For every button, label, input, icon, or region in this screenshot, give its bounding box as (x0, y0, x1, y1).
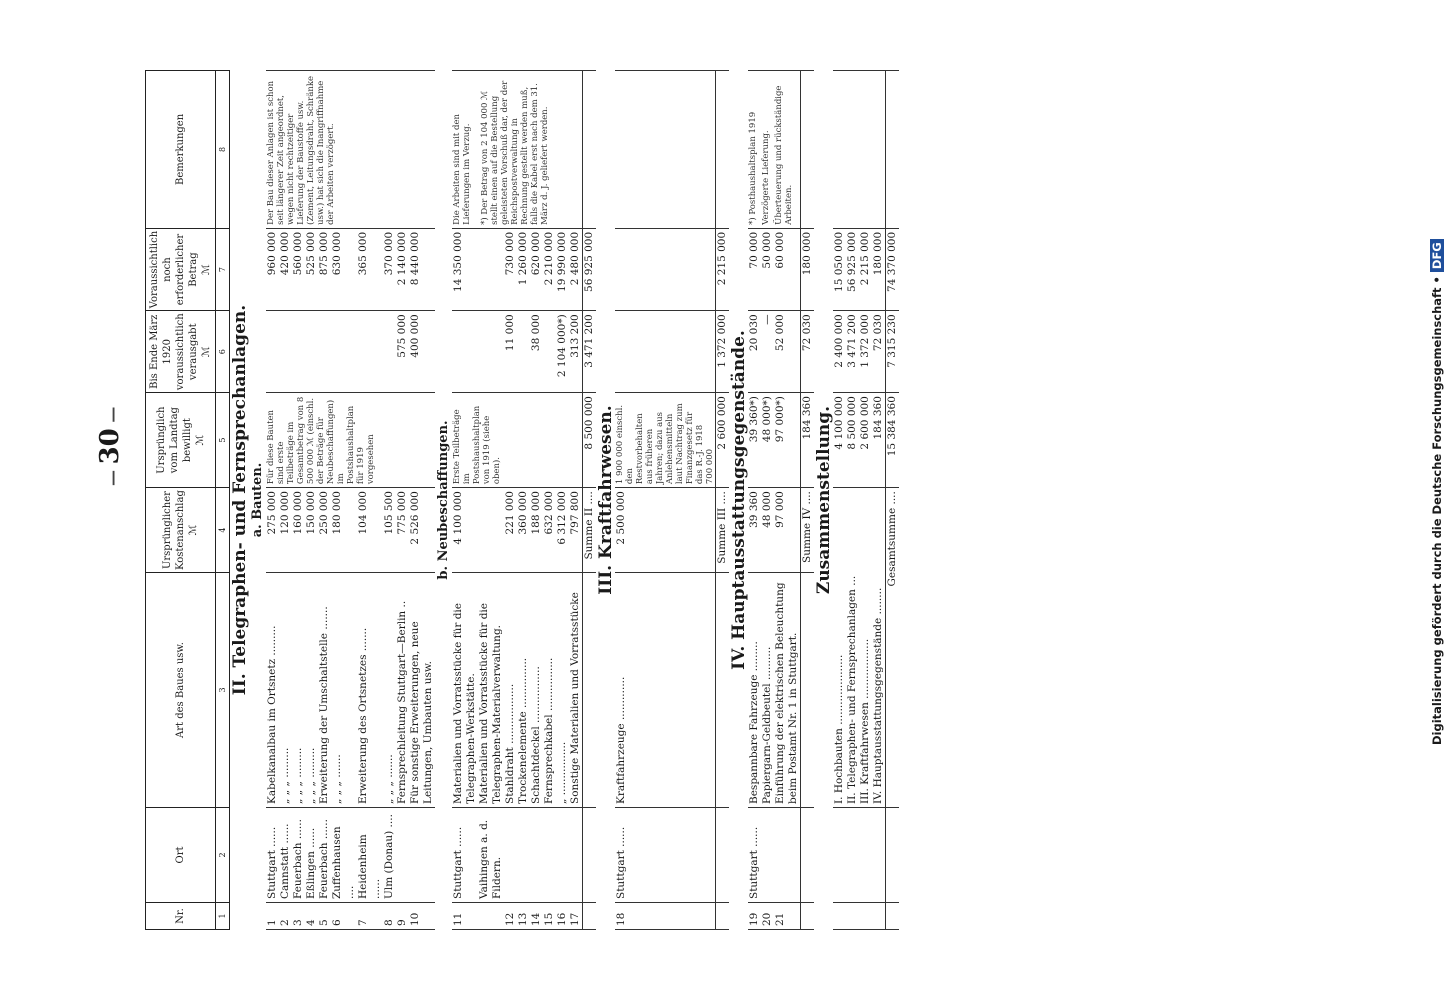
summary-c5: 8 500 000 (846, 393, 859, 488)
cell-c4: 360 000 (517, 488, 530, 573)
cell-c6 (331, 311, 357, 393)
table-row (615, 71, 716, 930)
section-title: IV. Hauptausstattungsgegenstände. (729, 330, 749, 670)
cell-art: Papiergarn-Geldbeutel .......... (761, 573, 774, 808)
cell-c7: 420 000 (279, 228, 292, 310)
cell-c6: 400 000 (409, 311, 435, 393)
cell-c7: 14 350 000 (452, 228, 478, 310)
colnum: 7 (216, 228, 230, 310)
cell-empty (846, 903, 859, 930)
cell-art: Materialien und Vorratsstücke für die Telegraphen-Materialverwaltung. (478, 573, 504, 808)
cell-c4: 6 312 000 (556, 488, 569, 573)
cell-art: Erweiterung des Ortsnetzes ....... (357, 573, 383, 808)
sum-c7: 56 925 000 (583, 228, 597, 310)
cell-art: „ „ „ ......... (305, 573, 318, 808)
cell-ort: Cannstatt ...... (279, 808, 292, 903)
cell-ort: Stuttgart ...... (452, 808, 478, 903)
cell-c4: 2 526 000 (409, 488, 435, 573)
summary-c7: 180 000 (872, 228, 886, 310)
cell-art: „ „ „ ....... (383, 573, 396, 808)
cell-ort: Feuerbach ...... (292, 808, 305, 903)
cell-art: Kraftfahrzeuge ............. (615, 573, 716, 808)
cell-ort: Feuerbach ...... (318, 808, 331, 903)
rows-zusammenstellung (833, 71, 886, 930)
cell-ort: Stuttgart ...... (748, 808, 761, 903)
total-row (886, 71, 900, 930)
cell-c6 (318, 311, 331, 393)
header-bemerkungen: Bemerkungen (146, 71, 216, 229)
cell-c4: 180 000 (331, 488, 357, 573)
cell-c5: 97 000*) (774, 393, 801, 488)
subsection-title: a. Bauten. (250, 462, 265, 538)
cell-art: Materialien und Vorratsstücke für die Telegraphen-Werkstätte. (452, 573, 478, 808)
cell-c7: 370 000 (383, 228, 396, 310)
sum-label: Summe IV .... (801, 488, 815, 573)
cell-c4: 250 000 (318, 488, 331, 573)
cell-art: Fernsprechkabel ................ (543, 573, 556, 808)
summary-row (833, 71, 846, 930)
cell-c7: 50 000 (761, 228, 774, 310)
cell-c6 (266, 311, 279, 393)
rotated-table-sheet (145, 70, 1275, 930)
cell-c7: 525 000 (305, 228, 318, 310)
cell-ort (543, 808, 556, 903)
colnum: 4 (216, 488, 230, 573)
cell-c4: 150 000 (305, 488, 318, 573)
header-bewilligt: Ursprünglich vom Landtag bewilligt ℳ (146, 393, 216, 488)
cell-c6 (383, 311, 396, 393)
header-erforderlich: Voraussichtlich noch erforderlicher Betrag ℳ (146, 228, 216, 310)
cell-c4: 2 500 000 (615, 488, 716, 573)
summary-label: I. Hochbauten ..................... (833, 488, 846, 808)
table-row (761, 71, 774, 930)
cell-nr: 16 (556, 903, 569, 930)
sum-c7: 180 000 (801, 228, 815, 310)
sum-label: Summe II .... (583, 488, 597, 573)
page-number: — 30 — (95, 406, 125, 486)
dfg-logo: DFG (1430, 239, 1444, 272)
cell-c7: 8 440 000 (409, 228, 435, 310)
cell-ort (556, 808, 569, 903)
cell-ort: Vaihingen a. d. Fildern. (478, 808, 504, 903)
cell-ort: Eßlingen ...... (305, 808, 318, 903)
cell-remark: Überteuerung und rückständige Arbeiten. (774, 71, 801, 229)
cell-nr: 21 (774, 903, 801, 930)
cell-empty (859, 71, 872, 229)
cell-c4: 4 100 000 (452, 488, 478, 573)
cell-c4: 221 000 (504, 488, 517, 573)
summary-row (872, 71, 886, 930)
cell-c7: 1 260 000 (517, 228, 530, 310)
cell-c7: 2 210 000 (543, 228, 556, 310)
cell-art: Einführung der elektrischen Beleuchtung beim Postamt Nr. 1 in Stuttgart. (774, 573, 801, 808)
cell-nr: 10 (409, 903, 435, 930)
cell-nr: 20 (761, 903, 774, 930)
rows-bauten (266, 71, 435, 930)
colnum: 3 (216, 573, 230, 808)
cell-c7: 620 000 (530, 228, 543, 310)
cell-ort (396, 808, 409, 903)
cell-empty (872, 71, 886, 229)
colnum: 1 (216, 903, 230, 930)
cell-empty (833, 71, 846, 229)
total-c5: 15 384 360 (886, 393, 900, 488)
colnum: 5 (216, 393, 230, 488)
cell-c6 (543, 311, 556, 393)
table-row (774, 71, 801, 930)
cell-c4: 188 000 (530, 488, 543, 573)
summary-label: II. Telegraphen- und Fernsprechanlagen ... (846, 488, 859, 808)
cell-c7: 60 000 (774, 228, 801, 310)
cell-c4: 39 360 (748, 488, 761, 573)
cell-remark: Die Arbeiten sind mit den Lieferungen im Verzug. *) Der Betrag von 2 104 000 ℳ stellt einen auf die Bestellung geleisteten Vorschuß dar, der der Reichspostverwaltung in Rechnung gestellt werden muß, falls die Kabel erst nach dem 31. März d. J. geliefert werden. (452, 71, 583, 229)
cell-c4: 120 000 (279, 488, 292, 573)
sum-row (583, 71, 597, 930)
cell-c4: 48 000 (761, 488, 774, 573)
cell-c5-note: Für diese Bauten sind erste Teilbeträge im Gesamtbetrag von 8 500 000 ℳ (einschl. der Beträge für Neubeschaffungen) im Postshaushaltplan für 1919 vorgesehen (266, 393, 435, 488)
cell-art: Fernsprechleitung Stuttgart—Berlin .. (396, 573, 409, 808)
cell-art: Erweiterung der Umschaltstelle ....... (318, 573, 331, 808)
cell-c4: 275 000 (266, 488, 279, 573)
cell-c7 (478, 228, 504, 310)
cell-ort: Heidenheim ...... (357, 808, 383, 903)
summary-title: Zusammenstellung. (814, 405, 834, 595)
cell-art: „ „ „ ......... (292, 573, 305, 808)
column-number-row (216, 71, 230, 930)
sum-row (716, 71, 730, 930)
summary-c6: 1 372 000 (859, 311, 872, 393)
cell-c6 (305, 311, 318, 393)
cell-ort (530, 808, 543, 903)
header-verausgabt: Bis Ende März 1920 voraussichtlich verausgabt ℳ (146, 311, 216, 393)
cell-c5: 39 360*) (748, 393, 761, 488)
cell-c6: 20 030 (748, 311, 761, 393)
cell-empty (859, 903, 872, 930)
cell-ort (517, 808, 530, 903)
cell-empty (846, 808, 859, 903)
cell-c7: 2 140 000 (396, 228, 409, 310)
cell-nr: 17 (569, 903, 583, 930)
cell-c7: 365 000 (357, 228, 383, 310)
cell-empty (859, 808, 872, 903)
sum-c7: 2 215 000 (716, 228, 730, 310)
header-nr: Nr. (146, 903, 216, 930)
cell-art: „ ................ (556, 573, 569, 808)
cell-c6: 52 000 (774, 311, 801, 393)
table-row (266, 71, 279, 930)
sum-c6: 3 471 200 (583, 311, 597, 393)
summary-label: III. Kraftfahrwesen .................. (859, 488, 872, 808)
cell-empty (833, 903, 846, 930)
cell-c5-note: Erste Teilbeträge im Postshaushaltplan von 1919 (siehe oben). (452, 393, 583, 488)
summary-c5: 184 360 (872, 393, 886, 488)
cell-c7: 730 000 (504, 228, 517, 310)
cell-c7: 2 480 000 (569, 228, 583, 310)
cell-nr: 18 (615, 903, 716, 930)
cell-remark: Der Bau dieser Anlagen ist schon seit längerer Zeit angeordnet, wegen nicht rechtzeitiger Lieferung der Baustoffe usw. (Zement, Leitungsdraht, Schränke usw.) hat sich die Inangriffnahme der Arbeiten verzögert. (266, 71, 435, 229)
cell-nr: 6 (331, 903, 357, 930)
cell-nr: 4 (305, 903, 318, 930)
cell-ort: Ulm (Donau) .... (383, 808, 396, 903)
summary-label: IV. Hauptausstattungsgegenstände ........ (872, 488, 886, 808)
colnum: 6 (216, 311, 230, 393)
cell-c5: 1 900 000 einschl. den Restvorbehalten aus früheren Jahren; dazu aus Anlehensmitteln laut Nachtrag zum Finanzgesetz für das R.-J. 1918 700 000 (615, 393, 716, 488)
table-row (452, 71, 478, 930)
total-c6: 7 315 230 (886, 311, 900, 393)
summary-c7: 15 050 000 (833, 228, 846, 310)
cell-c7: 630 000 (331, 228, 357, 310)
cell-c4: 797 800 (569, 488, 583, 573)
cell-nr: 3 (292, 903, 305, 930)
cell-c4: 632 000 (543, 488, 556, 573)
cell-c7: 19 990 000 (556, 228, 569, 310)
section-title: II. Telegraphen- und Fernsprechanlagen. (230, 304, 250, 696)
remark-verzug: Die Arbeiten sind mit den Lieferungen im Verzug. (452, 114, 472, 225)
cell-ort (761, 808, 774, 903)
cell-c7: 875 000 (318, 228, 331, 310)
cell-c5: 48 000*) (761, 393, 774, 488)
cell-remark: *) Posthaushaltsplan 1919 (748, 71, 761, 229)
cell-art: Schachtdeckel ................. (530, 573, 543, 808)
cell-art: Kabelkanalbau im Ortsnetz ......... (266, 573, 279, 808)
cell-ort (774, 808, 801, 903)
colnum: 2 (216, 808, 230, 903)
sum-c5: 8 500 000 (583, 393, 597, 488)
summary-row (859, 71, 872, 930)
total-label: Gesamtsumme .... (886, 488, 900, 808)
cell-nr: 8 (383, 903, 396, 930)
cell-art: „ „ „ ......... (279, 573, 292, 808)
cell-nr: 12 (504, 903, 517, 930)
cell-c6: 313 200 (569, 311, 583, 393)
cell-nr (478, 903, 504, 930)
cell-c6: 38 000 (530, 311, 543, 393)
summary-c6: 3 471 200 (846, 311, 859, 393)
summary-c6: 72 030 (872, 311, 886, 393)
cell-art: Für sonstige Erweiterungen, neue Leitungen, Umbauten usw. (409, 573, 435, 808)
cell-c6 (357, 311, 383, 393)
cell-nr: 1 (266, 903, 279, 930)
cell-nr: 13 (517, 903, 530, 930)
cell-art: Bespannbare Fahrzeuge ......... (748, 573, 761, 808)
digitization-credit: Digitalisierung gefördert durch die Deutsche Forschungsgemeinschaft •DFG (1430, 45, 1444, 745)
cell-ort (504, 808, 517, 903)
cell-nr: 14 (530, 903, 543, 930)
cell-c4: 775 000 (396, 488, 409, 573)
header-art: Art des Baues usw. (146, 573, 216, 808)
cell-nr: 19 (748, 903, 761, 930)
cell-empty (846, 71, 859, 229)
rows-neubeschaffungen (452, 71, 583, 930)
cell-art: Trockenelemente ............... (517, 573, 530, 808)
summary-c5: 2 600 000 (859, 393, 872, 488)
summary-c7: 2 215 000 (859, 228, 872, 310)
sum-c5: 2 600 000 (716, 393, 730, 488)
cell-nr: 2 (279, 903, 292, 930)
rows-hauptausstattung (748, 71, 801, 930)
cell-ort: Zuffenhausen .... (331, 808, 357, 903)
cell-c6 (478, 311, 504, 393)
cell-c4: 97 000 (774, 488, 801, 573)
cell-ort (409, 808, 435, 903)
header-kostenanschlag: Ursprünglicher Kostenanschlag ℳ (146, 488, 216, 573)
summary-row (846, 71, 859, 930)
cell-c4: 104 000 (357, 488, 383, 573)
cell-c7: 960 000 (266, 228, 279, 310)
sum-c5: 184 360 (801, 393, 815, 488)
cell-c4 (478, 488, 504, 573)
cell-c7: 560 000 (292, 228, 305, 310)
cell-c4: 105 500 (383, 488, 396, 573)
cell-c4: 160 000 (292, 488, 305, 573)
summary-c5: 4 100 000 (833, 393, 846, 488)
cell-ort: Stuttgart ...... (615, 808, 716, 903)
cell-nr: 15 (543, 903, 556, 930)
header-row (146, 71, 216, 930)
cell-empty (872, 903, 886, 930)
cell-art: Stahldraht .................. (504, 573, 517, 808)
section-title: III. Kraftfahrwesen. (596, 405, 616, 595)
cell-nr: 7 (357, 903, 383, 930)
cost-table (145, 70, 899, 930)
cell-nr: 9 (396, 903, 409, 930)
cell-c7: 70 000 (748, 228, 761, 310)
cell-art: Sonstige Materialien und Vorratsstücke (569, 573, 583, 808)
sum-label: Summe III .... (716, 488, 730, 573)
header-ort: Ort (146, 808, 216, 903)
subsection-title: b. Neubeschaffungen. (436, 420, 451, 580)
table-row (748, 71, 761, 930)
cell-empty (872, 808, 886, 903)
cell-remark: Verzögerte Lieferung. (761, 71, 774, 229)
summary-c7: 56 925 000 (846, 228, 859, 310)
summary-c6: 2 400 000 (833, 311, 846, 393)
colnum: 8 (216, 71, 230, 229)
cell-art: „ „ „ ....... (331, 573, 357, 808)
sum-c6: 72 030 (801, 311, 815, 393)
cell-c6: 11 000 (504, 311, 517, 393)
cell-c6 (279, 311, 292, 393)
cell-nr: 11 (452, 903, 478, 930)
cell-c6: 575 000 (396, 311, 409, 393)
cell-nr: 5 (318, 903, 331, 930)
cell-c6: 2 104 000*) (556, 311, 569, 393)
total-c7: 74 370 000 (886, 228, 900, 310)
cell-ort (569, 808, 583, 903)
cell-c6 (517, 311, 530, 393)
sum-c6: 1 372 000 (716, 311, 730, 393)
sum-row (801, 71, 815, 930)
cell-empty (833, 808, 846, 903)
cell-c6 (452, 311, 478, 393)
cell-c6: — (761, 311, 774, 393)
cell-c6 (292, 311, 305, 393)
cell-ort: Stuttgart ...... (266, 808, 279, 903)
